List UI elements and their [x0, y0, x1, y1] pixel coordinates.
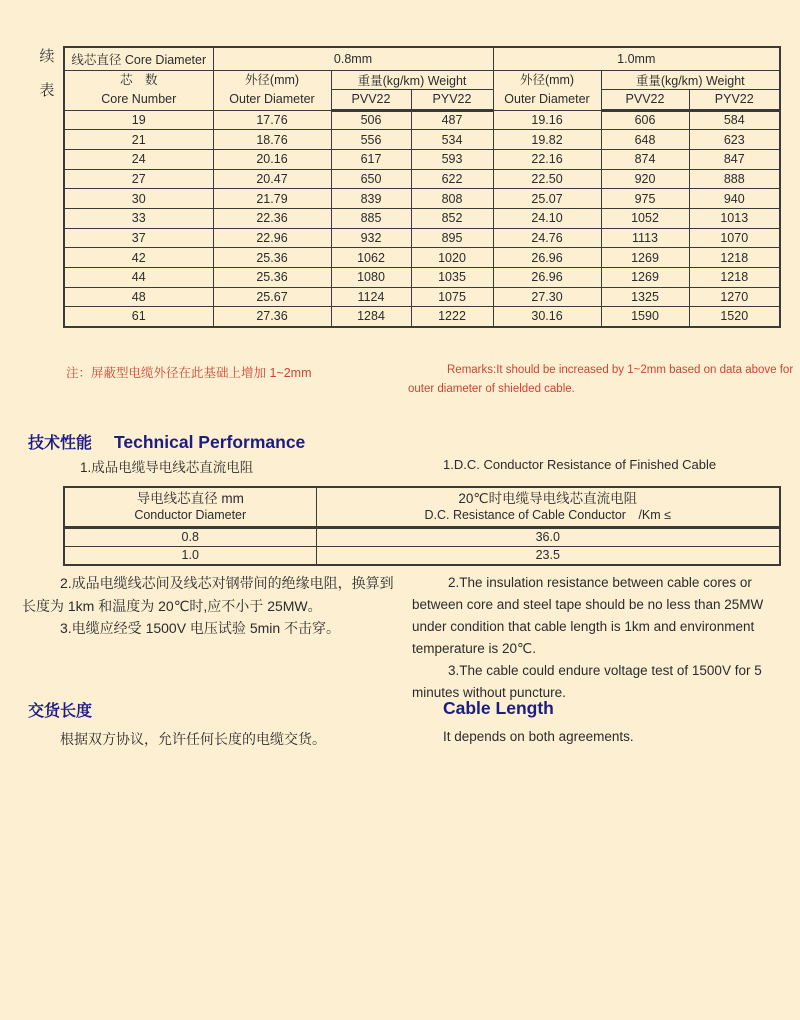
- table-cell: 584: [689, 110, 780, 130]
- cable-length-heading-en-text: Cable Length: [443, 698, 554, 718]
- table-cell: 42: [64, 248, 213, 268]
- table-cell: 623: [689, 130, 780, 150]
- table-cell: 1590: [601, 307, 689, 327]
- table-cell: 847: [689, 149, 780, 169]
- cable-spec-table-body: [64, 110, 780, 327]
- table-cell: 487: [411, 110, 493, 130]
- resistance-header: [316, 487, 780, 528]
- table-cell: 23.5: [316, 546, 780, 565]
- outer-diameter-08-header: [213, 70, 331, 110]
- pvv22-10-header: PVV22: [601, 89, 689, 110]
- table-cell: 506: [331, 110, 411, 130]
- table-cell: 20.47: [213, 169, 331, 189]
- table-row: [64, 130, 780, 150]
- header-row-groups: [64, 70, 780, 89]
- table-cell: 839: [331, 189, 411, 209]
- dc-resistance-table: [63, 486, 781, 566]
- outer-diameter-en: Outer Diameter: [229, 92, 315, 106]
- table-cell: 36.0: [316, 528, 780, 547]
- cable-spec-table-header: [64, 47, 780, 110]
- table-cell: 622: [411, 169, 493, 189]
- table-cell: 1218: [689, 248, 780, 268]
- table-cell: 1020: [411, 248, 493, 268]
- table-cell: 1222: [411, 307, 493, 327]
- table-cell: 1.0: [64, 546, 316, 565]
- table-cell: 1270: [689, 287, 780, 307]
- core-number-en: Core Number: [101, 92, 177, 106]
- table-row: [64, 110, 780, 130]
- table-row: [64, 546, 780, 565]
- voltage-test-zh: 3.电缆应经受 1500V 电压试验 5min 不击穿。: [60, 620, 341, 636]
- table-cell: 617: [331, 149, 411, 169]
- size-08-header: 0.8mm: [213, 47, 493, 70]
- table-row: [64, 169, 780, 189]
- table-cell: 648: [601, 130, 689, 150]
- dc-resistance-table-body: [64, 528, 780, 565]
- core-diameter-header: 线芯直径 Core Diameter: [64, 47, 213, 70]
- table-cell: 1113: [601, 228, 689, 248]
- outer-diameter-zh: 外径(mm): [519, 73, 575, 87]
- table-cell: 21.79: [213, 189, 331, 209]
- resistance-zh: 20℃时电缆导电线芯直流电阻: [458, 491, 638, 506]
- technical-notes-en: [412, 572, 794, 704]
- table-cell: 1325: [601, 287, 689, 307]
- cable-length-body-zh: 根据双方协议，允许任何长度的电缆交货。: [60, 731, 326, 747]
- table-row: [64, 307, 780, 327]
- table-cell: 932: [331, 228, 411, 248]
- continued-table-label: 续表: [39, 48, 55, 99]
- core-number-zh: 芯 数: [119, 73, 158, 87]
- outer-diameter-10-header: [493, 70, 601, 110]
- core-number-header: [64, 70, 213, 110]
- cable-spec-table: [63, 46, 781, 328]
- table-cell: 1269: [601, 248, 689, 268]
- table-cell: 25.67: [213, 287, 331, 307]
- table-cell: 44: [64, 268, 213, 288]
- header-row: [64, 487, 780, 528]
- voltage-test-en: 3.The cable could endure voltage test of 1500V for 5 minutes without puncture.: [412, 663, 762, 700]
- table-cell: 25.36: [213, 268, 331, 288]
- dc-resistance-item-en: 1.D.C. Conductor Resistance of Finished Cable: [443, 457, 717, 472]
- technical-performance-heading-zh: 技术性能: [28, 435, 93, 452]
- table-row: [64, 228, 780, 248]
- table-cell: 920: [601, 169, 689, 189]
- table-cell: 1062: [331, 248, 411, 268]
- note-en: Remarks:It should be increased by 1~2mm based on data above for outer diameter of shielded cable.: [408, 364, 794, 395]
- pyv22-08-header: PYV22: [411, 89, 493, 110]
- pyv22-10-header: PYV22: [689, 89, 780, 110]
- table-cell: 606: [601, 110, 689, 130]
- table-cell: 852: [411, 208, 493, 228]
- technical-performance-heading-en: Technical Performance: [114, 432, 306, 452]
- table-cell: 1075: [411, 287, 493, 307]
- table-cell: 1080: [331, 268, 411, 288]
- table-cell: 25.36: [213, 248, 331, 268]
- table-cell: 1052: [601, 208, 689, 228]
- table-cell: 48: [64, 287, 213, 307]
- table-cell: 26.96: [493, 248, 601, 268]
- table-row: [64, 528, 780, 547]
- outer-diameter-en: Outer Diameter: [504, 92, 590, 106]
- insulation-resistance-zh: 2.成品电缆线芯间及线芯对钢带间的绝缘电阻，换算到长度为 1km 和温度为 20℃时,应不小于 25MW。: [22, 575, 394, 614]
- table-cell: 37: [64, 228, 213, 248]
- table-cell: 1070: [689, 228, 780, 248]
- cable-length-body-en: It depends on both agreements.: [443, 729, 634, 744]
- table-cell: 1284: [331, 307, 411, 327]
- resistance-en: D.C. Resistance of Cable Conductor /Km ≤: [424, 508, 672, 522]
- dc-resistance-item-zh: 1.成品电缆导电线芯直流电阻: [80, 460, 254, 475]
- table-cell: 1124: [331, 287, 411, 307]
- cable-length-heading-zh: [28, 698, 92, 721]
- table-cell: 33: [64, 208, 213, 228]
- table-cell: 25.07: [493, 189, 601, 209]
- table-cell: 22.96: [213, 228, 331, 248]
- table-cell: 19.16: [493, 110, 601, 130]
- table-cell: 19.82: [493, 130, 601, 150]
- table-cell: 556: [331, 130, 411, 150]
- table-row: [64, 208, 780, 228]
- table-cell: 1520: [689, 307, 780, 327]
- conductor-diameter-header: [64, 487, 316, 528]
- table-row: [64, 149, 780, 169]
- table-row: [64, 287, 780, 307]
- insulation-resistance-en: 2.The insulation resistance between cable cores or between core and steel tape should be no less than 25MW under condition that cable length is 1km and environment temperature is 20℃.: [412, 575, 764, 656]
- table-cell: 885: [331, 208, 411, 228]
- table-cell: 17.76: [213, 110, 331, 130]
- table-cell: 27: [64, 169, 213, 189]
- table-cell: 26.96: [493, 268, 601, 288]
- table-cell: 27.36: [213, 307, 331, 327]
- table-cell: 19: [64, 110, 213, 130]
- outer-diameter-zh: 外径(mm): [244, 73, 300, 87]
- technical-performance-heading: [28, 430, 305, 453]
- weight-10-header: 重量(kg/km) Weight: [601, 70, 780, 89]
- header-row-diameter: [64, 47, 780, 70]
- table-cell: 650: [331, 169, 411, 189]
- table-cell: 24.10: [493, 208, 601, 228]
- table-cell: 534: [411, 130, 493, 150]
- size-10-header: 1.0mm: [493, 47, 780, 70]
- table-cell: 20.16: [213, 149, 331, 169]
- table-cell: 895: [411, 228, 493, 248]
- table-cell: 61: [64, 307, 213, 327]
- pvv22-08-header: PVV22: [331, 89, 411, 110]
- table-cell: 593: [411, 149, 493, 169]
- table-cell: 24: [64, 149, 213, 169]
- conductor-diameter-en: Conductor Diameter: [134, 508, 247, 522]
- conductor-diameter-zh: 导电线芯直径 mm: [136, 491, 244, 506]
- table-cell: 30: [64, 189, 213, 209]
- table-cell: 22.50: [493, 169, 601, 189]
- table-cell: 1269: [601, 268, 689, 288]
- table-cell: 808: [411, 189, 493, 209]
- table-cell: 0.8: [64, 528, 316, 547]
- dc-resistance-table-header: [64, 487, 780, 528]
- technical-notes-zh: [22, 572, 404, 640]
- table-cell: 22.36: [213, 208, 331, 228]
- table-cell: 24.76: [493, 228, 601, 248]
- weight-08-header: 重量(kg/km) Weight: [331, 70, 493, 89]
- table-row: [64, 268, 780, 288]
- table-cell: 975: [601, 189, 689, 209]
- table-row: [64, 189, 780, 209]
- table-cell: 18.76: [213, 130, 331, 150]
- table-cell: 1035: [411, 268, 493, 288]
- table-cell: 22.16: [493, 149, 601, 169]
- table-cell: 874: [601, 149, 689, 169]
- table-cell: 21: [64, 130, 213, 150]
- cable-length-heading-zh-text: 交货长度: [28, 703, 93, 720]
- table-cell: 1218: [689, 268, 780, 288]
- table-cell: 30.16: [493, 307, 601, 327]
- table-cell: 1013: [689, 208, 780, 228]
- table-cell: 940: [689, 189, 780, 209]
- cable-length-heading-en: [443, 698, 554, 719]
- table-cell: 27.30: [493, 287, 601, 307]
- table-cell: 888: [689, 169, 780, 189]
- note-zh: 注：屏蔽型电缆外径在此基础上增加 1~2mm: [66, 366, 312, 380]
- table-row: [64, 248, 780, 268]
